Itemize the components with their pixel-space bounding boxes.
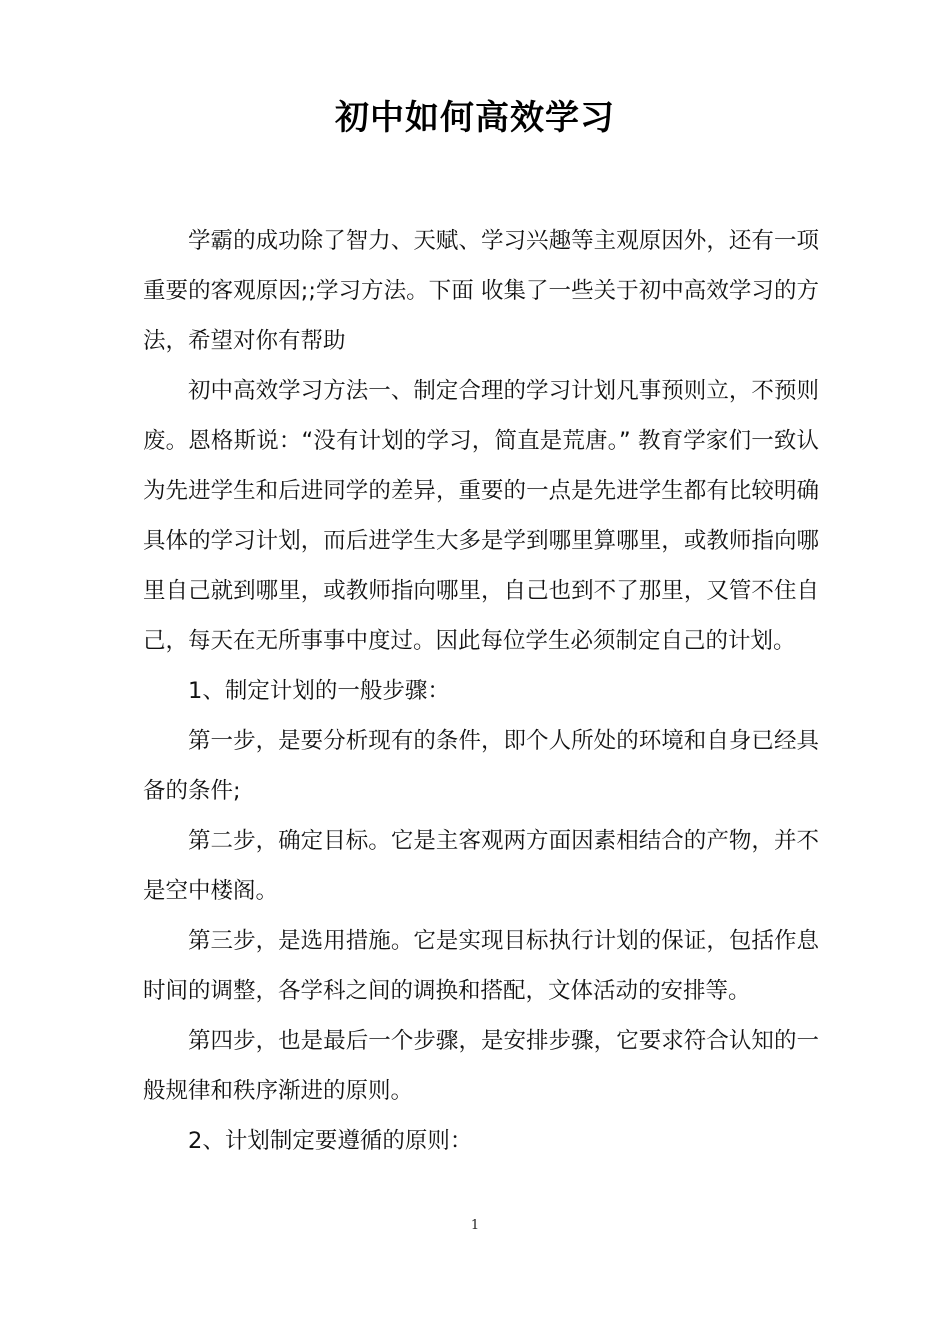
paragraph-principles-heading: 2、计划制定要遵循的原则： xyxy=(188,1128,473,1154)
paragraph-step-three: 第三步，是选用措施。它是实现目标执行计划的保证，包括作息时间的调整，各学科之间的调换和搭配，文体活动的安排等。 xyxy=(143,928,819,1004)
page-number: 1 xyxy=(470,1218,480,1233)
paragraph-step-one: 第一步，是要分析现有的条件，即个人所处的环境和自身已经具备的条件; xyxy=(143,728,819,804)
paragraph-steps-heading: 1、制定计划的一般步骤： xyxy=(188,678,450,704)
document-title: 初中如何高效学习 xyxy=(335,98,615,138)
document-body xyxy=(143,216,819,1166)
paragraph-step-four: 第四步，也是最后一个步骤，是安排步骤，它要求符合认知的一般规律和秩序渐进的原则。 xyxy=(143,1028,819,1104)
paragraph-intro: 学霸的成功除了智力、天赋、学习兴趣等主观原因外，还有一项重要的客观原因;;学习方法。下面 收集了一些关于初中高效学习的方法，希望对你有帮助 xyxy=(143,228,819,354)
paragraph-step-two: 第二步，确定目标。它是主客观两方面因素相结合的产物，并不是空中楼阁。 xyxy=(143,828,819,904)
paragraph-method-one: 初中高效学习方法一、制定合理的学习计划凡事预则立，不预则废。恩格斯说：“没有计划的学习，简直是荒唐。” 教育学家们一致认为先进学生和后进同学的差异，重要的一点是先进学生都有比较明确具体的学习计划，而后进学生大多是学到哪里算哪里，或教师指向哪里自己就到哪里，或教师指向哪里，自己也到不了那里，又管不住自己，每天在无所事事中度过。因此每位学生必须制定自己的计划。 xyxy=(143,378,819,654)
